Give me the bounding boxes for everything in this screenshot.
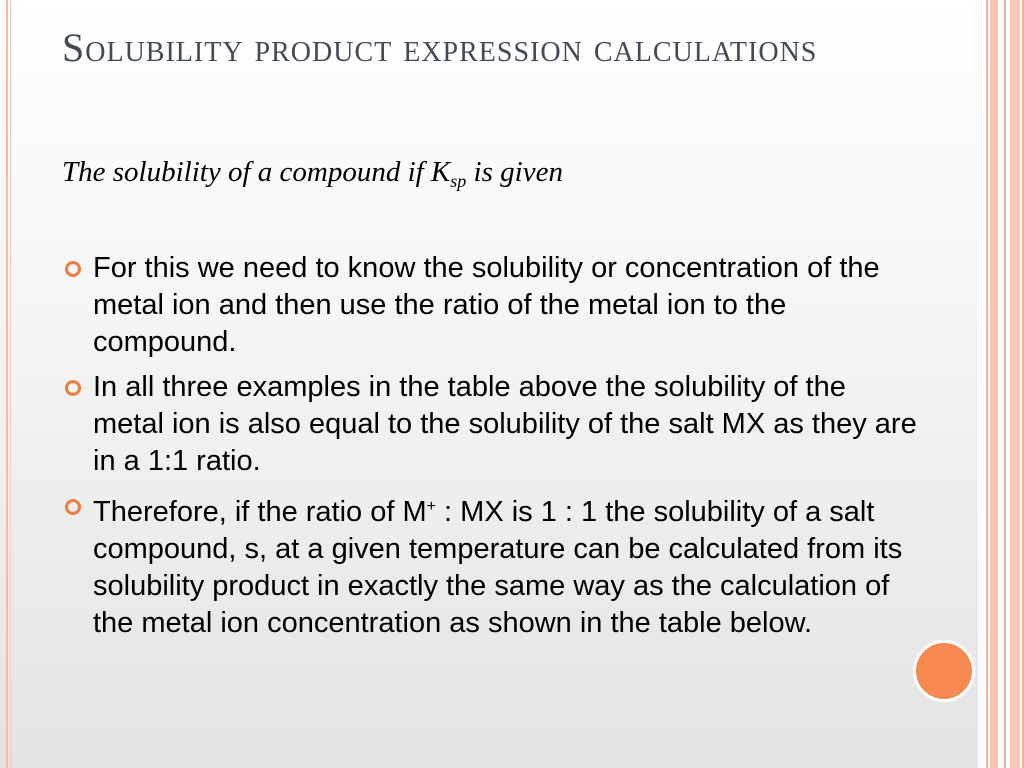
bullet-text: In all three examples in the table above the solubility of the metal ion is also equal to the solubility of the salt MX as they are in a 1:1 ratio. [93,371,917,477]
bullet-text: For this we need to know the solubility or concentration of the metal ion and then use the ratio of the metal ion to the compound. [93,252,880,358]
hollow-circle-bullet-icon [65,261,81,277]
bullet-text [93,496,902,639]
bullet-item [62,369,922,480]
slide-title: Solubility product expression calculations [62,25,818,70]
slide-subtitle [62,156,563,192]
right-decorative-band [978,0,1024,768]
superscript-plus: + [426,498,436,515]
subtitle-text: The solubility of a compound if K [62,156,451,188]
left-border-line [6,0,8,768]
bullet-item [62,250,922,361]
hollow-circle-bullet-icon [65,499,81,515]
bullet-list [62,250,922,650]
orange-circle-decoration-icon [913,640,975,702]
bullet-text-part: : MX is 1 : 1 the solubility of a salt compound, s, at a given temperature can be calculated from its solubility product in exactly the same way as the calculation of the metal ion concentration as shown in the table below. [93,496,903,639]
subtitle-suffix: is given [466,156,563,188]
bullet-item [62,488,922,642]
hollow-circle-bullet-icon [65,380,81,396]
left-border-line-inner [10,0,11,768]
right-stripe [1010,0,1020,768]
right-stripe [1004,0,1006,768]
bullet-text-part: Therefore, if the ratio of M [93,496,427,528]
right-stripe [986,0,988,768]
subtitle-subscript: sp [450,171,467,191]
right-stripe [990,0,998,768]
